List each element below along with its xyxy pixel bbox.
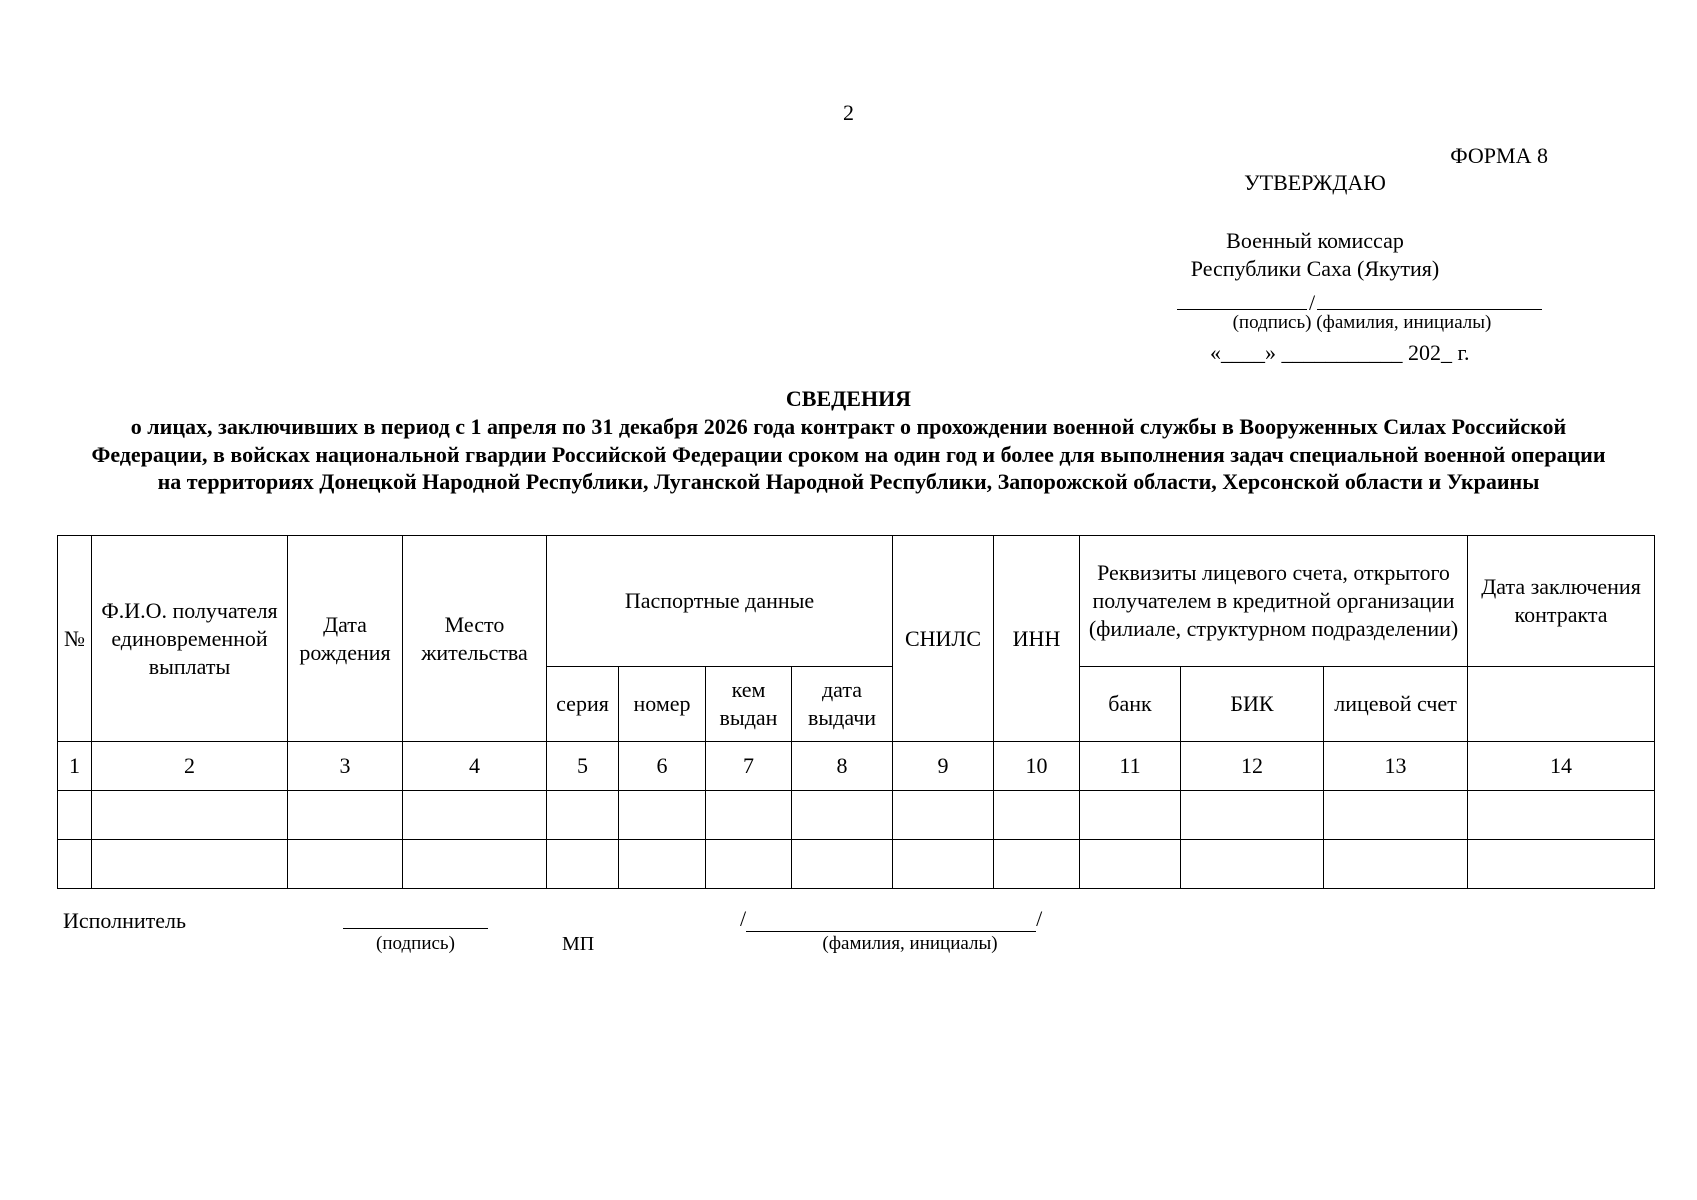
table-cell [792, 840, 893, 889]
column-number-row [58, 742, 1655, 791]
executor-name-line: / / [740, 906, 1043, 931]
column-number: 6 [619, 742, 706, 791]
column-number: 2 [92, 742, 288, 791]
header-passport-number: номер [619, 667, 706, 742]
executor-label: Исполнитель [63, 908, 187, 933]
table-cell [288, 840, 403, 889]
table-cell [1324, 791, 1468, 840]
column-number: 11 [1080, 742, 1181, 791]
header-passport: Паспортные данные [547, 536, 893, 667]
table-cell [619, 791, 706, 840]
table-cell [893, 791, 994, 840]
table-cell [1080, 791, 1181, 840]
table-cell [1468, 840, 1655, 889]
approver-signature-blank [1177, 291, 1307, 310]
form-label: ФОРМА 8 [1450, 143, 1548, 168]
header-account: Реквизиты лицевого счета, открытого получателем в кредитной организации (филиале, структурном подразделении) [1080, 536, 1468, 667]
table-cell [58, 791, 92, 840]
table-cell [403, 840, 547, 889]
executor-signature-caption: (подпись) [376, 933, 455, 954]
approver-signature-caption: (подпись) (фамилия, инициалы) [1232, 312, 1492, 333]
header-birth-date: Дата рождения [288, 536, 403, 742]
approver-position-line1: Военный комиссар [1226, 228, 1404, 253]
column-number: 10 [994, 742, 1080, 791]
table-row [58, 791, 1655, 840]
approver-position [1150, 227, 1480, 283]
column-number: 5 [547, 742, 619, 791]
header-account-bank: банк [1080, 667, 1181, 742]
column-number: 3 [288, 742, 403, 791]
header-contract-date: Дата заключения контракта [1468, 536, 1655, 667]
table-cell [1468, 791, 1655, 840]
table-cell [92, 791, 288, 840]
document-subtitle: о лицах, заключивших в период с 1 апреля по 31 декабря 2026 года контракт о прохождении военной службы в Вооруженных Силах Российской Федерации, в войсках национальной гвардии Российской Федерации сроком на один год и более для выполнения задач специальной военной операции на территориях Донецкой Народной Республики, Луганской Народной Республики, Запорожской области, Херсонской области и Украины [91, 414, 1606, 494]
table-cell [792, 791, 893, 840]
header-fio: Ф.И.О. получателя единовременной выплаты [92, 536, 288, 742]
column-number: 12 [1181, 742, 1324, 791]
header-passport-issue-date: дата выдачи [792, 667, 893, 742]
header-inn: ИНН [994, 536, 1080, 742]
header-passport-series: серия [547, 667, 619, 742]
column-number: 7 [706, 742, 792, 791]
header-no: № [58, 536, 92, 742]
page-number: 2 [843, 100, 854, 125]
header-contract-date-blank [1468, 667, 1655, 742]
header-account-bik: БИК [1181, 667, 1324, 742]
table-cell [547, 840, 619, 889]
table-cell [1181, 840, 1324, 889]
table-cell [706, 791, 792, 840]
table-cell [619, 840, 706, 889]
executor-name-caption: (фамилия, инициалы) [822, 933, 998, 954]
document-title: СВЕДЕНИЯ [785, 386, 912, 411]
recipients-table [57, 535, 1655, 889]
header-residence: Место жительства [403, 536, 547, 742]
column-number: 8 [792, 742, 893, 791]
table-cell [1080, 840, 1181, 889]
table-cell [58, 840, 92, 889]
approval-date-line: «____» ___________ 202_ г. [1210, 340, 1470, 365]
column-number: 1 [58, 742, 92, 791]
column-number: 14 [1468, 742, 1655, 791]
approver-position-line2: Республики Саха (Якутия) [1190, 256, 1440, 281]
approver-name-blank [1317, 291, 1542, 310]
table-cell [893, 840, 994, 889]
column-number: 13 [1324, 742, 1468, 791]
header-passport-issued-by: кем выдан [706, 667, 792, 742]
header-account-number: лицевой счет [1324, 667, 1468, 742]
table-cell [288, 791, 403, 840]
table-row [58, 840, 1655, 889]
table-cell [706, 840, 792, 889]
column-number: 9 [893, 742, 994, 791]
table-cell [994, 791, 1080, 840]
approve-word: УТВЕРЖДАЮ [1244, 170, 1386, 195]
table-header-row [58, 536, 1655, 667]
table-cell [1181, 791, 1324, 840]
table-cell [547, 791, 619, 840]
table-cell [403, 791, 547, 840]
table-cell [1324, 840, 1468, 889]
table-cell [994, 840, 1080, 889]
seal-label: МП [562, 933, 595, 955]
executor-signature-blank [343, 908, 488, 929]
executor-name-blank [746, 913, 1036, 932]
signature-separator: / [1308, 290, 1316, 315]
table-cell [92, 840, 288, 889]
header-snils: СНИЛС [893, 536, 994, 742]
column-number: 4 [403, 742, 547, 791]
